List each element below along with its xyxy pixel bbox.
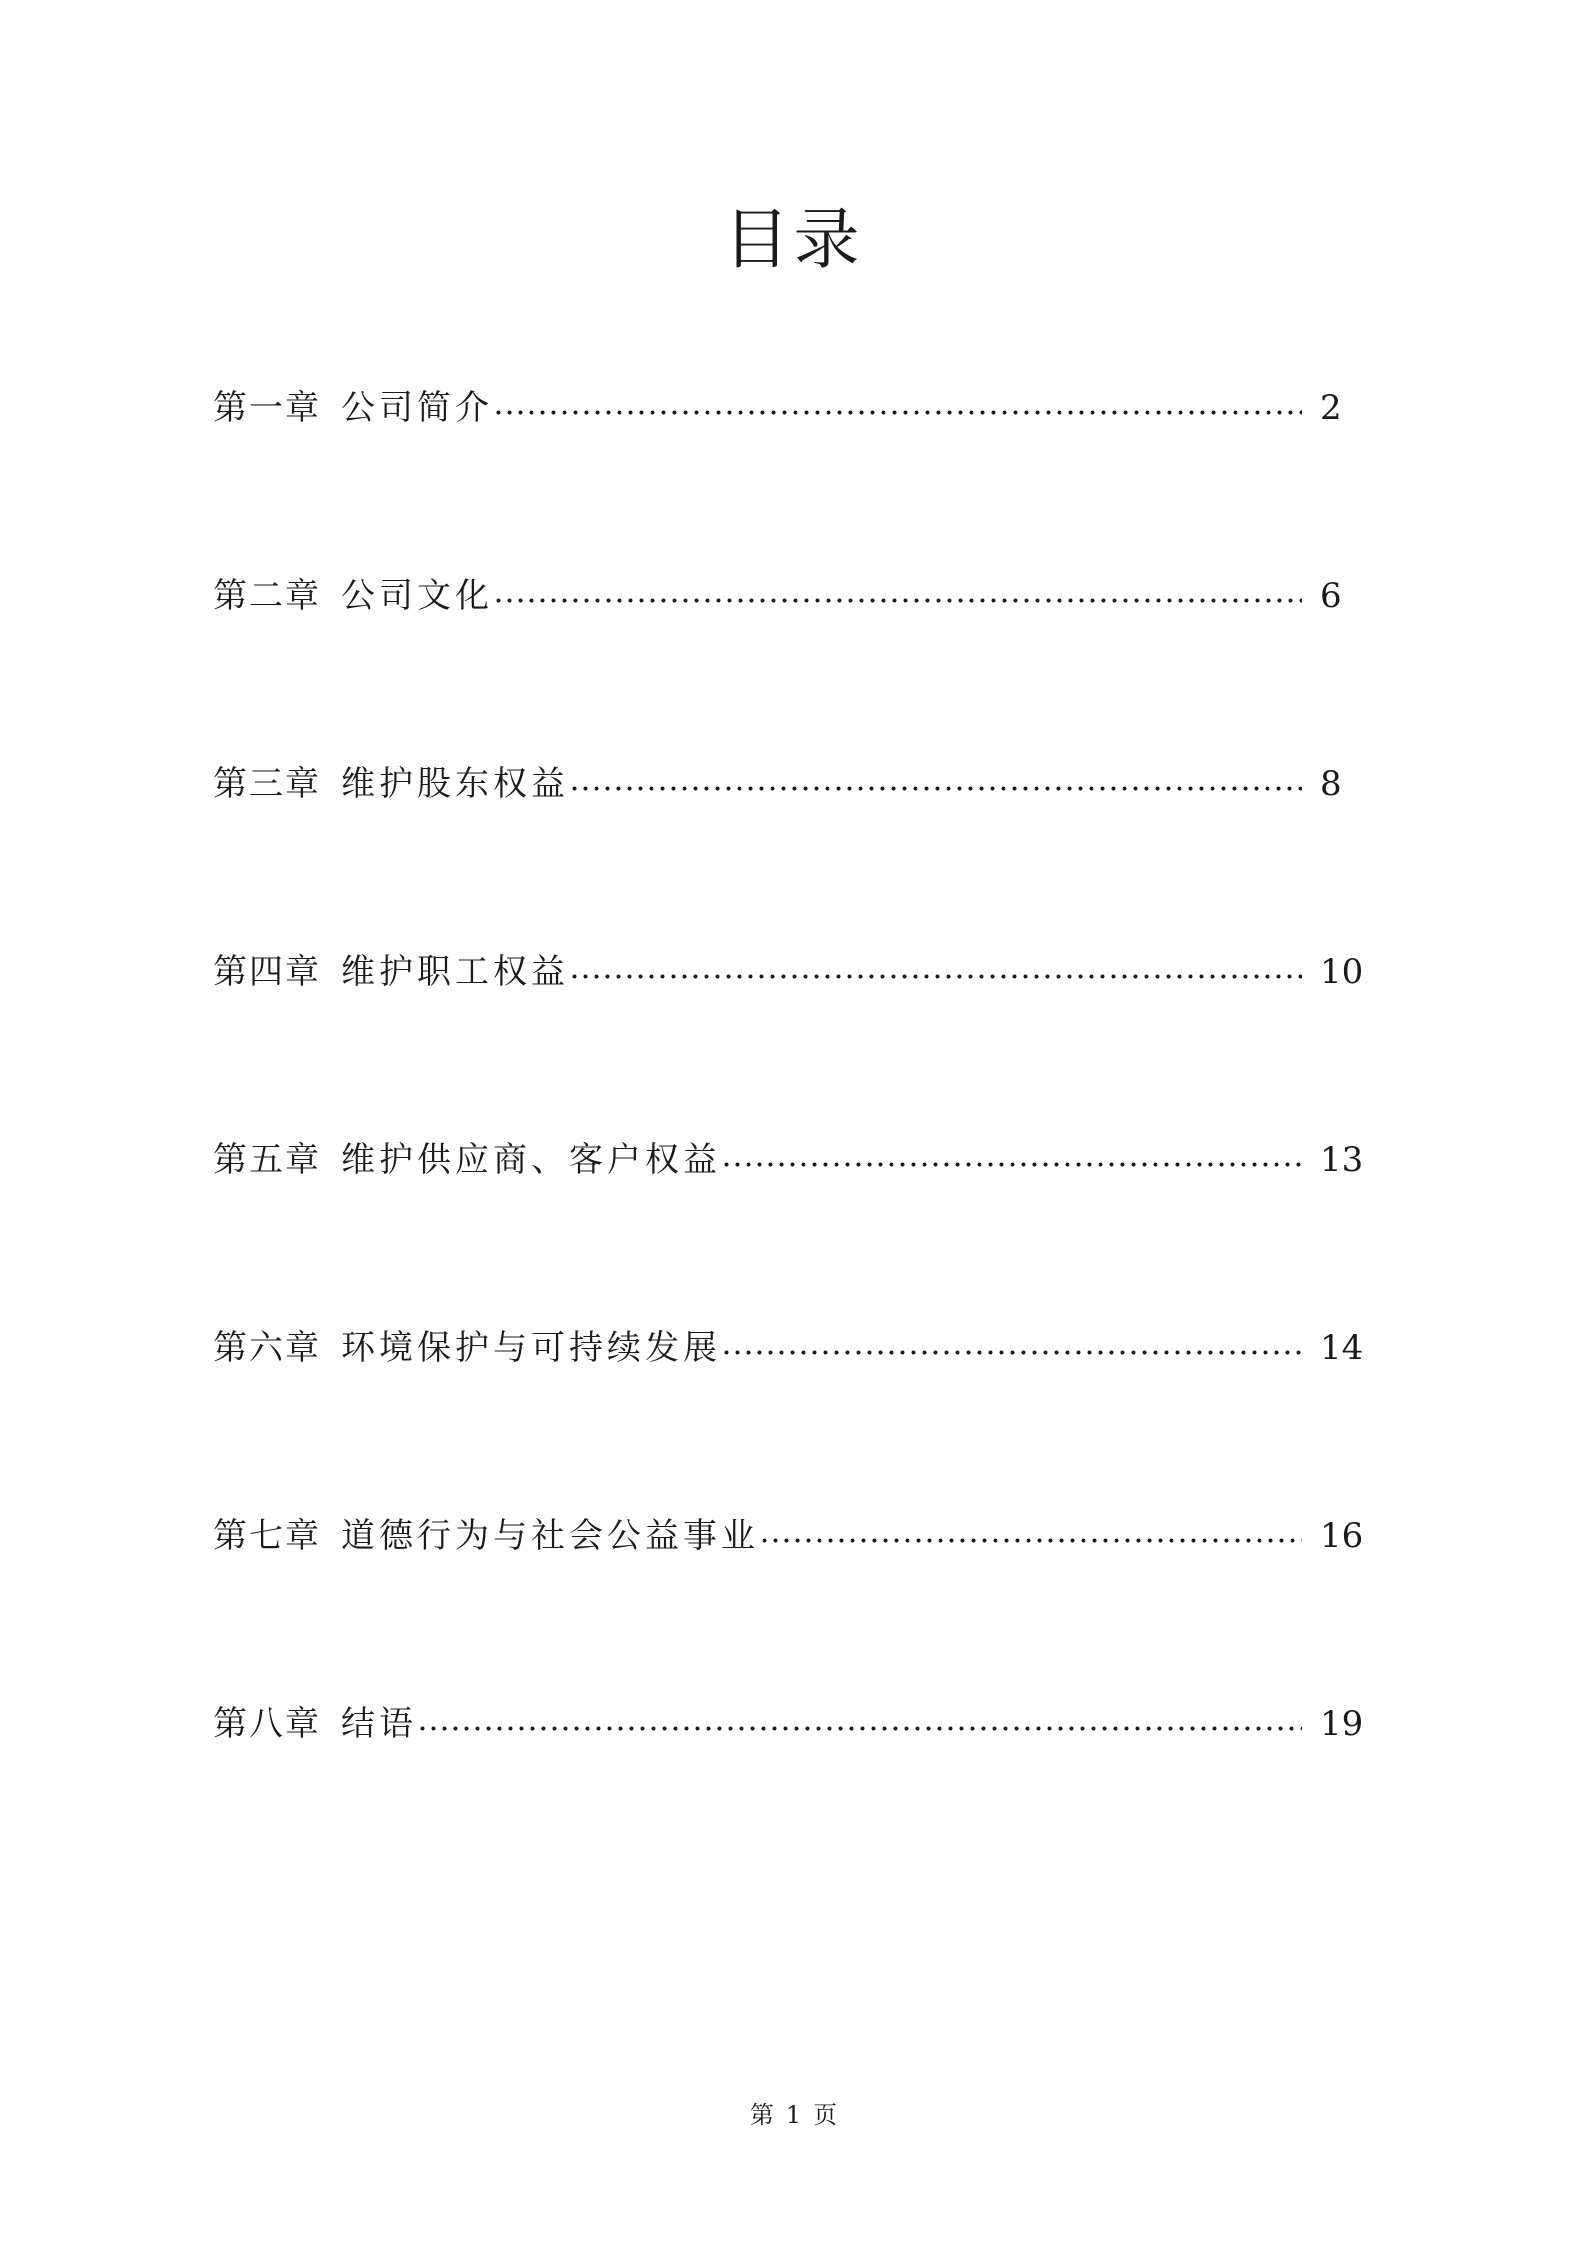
- table-of-contents: [213, 378, 1378, 1882]
- toc-page-number: 19: [1320, 1704, 1364, 1744]
- toc-dot-leader: [721, 1318, 1302, 1378]
- toc-page-number: 2: [1320, 388, 1342, 428]
- toc-dot-leader: [569, 942, 1302, 1002]
- toc-dot-leader: [417, 1694, 1302, 1754]
- toc-entry-title: 维护职工权益: [341, 952, 569, 992]
- toc-chapter-label: 第五章: [213, 1140, 321, 1180]
- toc-chapter-label: 第七章: [213, 1516, 321, 1556]
- toc-entry-title: 环境保护与可持续发展: [341, 1328, 721, 1368]
- toc-page-number: 6: [1320, 576, 1342, 616]
- toc-dot-leader: [721, 1130, 1302, 1190]
- toc-chapter-label: 第六章: [213, 1328, 321, 1368]
- footer-page-number: 1: [785, 2101, 802, 2129]
- toc-entry-title: 维护股东权益: [341, 764, 569, 804]
- toc-entry[interactable]: [213, 754, 1378, 942]
- toc-entry[interactable]: [213, 566, 1378, 754]
- toc-page-number: 10: [1320, 952, 1364, 992]
- toc-entry-title: 道德行为与社会公益事业: [341, 1516, 759, 1556]
- toc-entry[interactable]: [213, 1506, 1378, 1694]
- toc-entry-title: 公司文化: [341, 576, 493, 616]
- toc-entry-title: 维护供应商、客户权益: [341, 1140, 721, 1180]
- page-footer: [0, 2100, 1587, 2130]
- toc-chapter-label: 第四章: [213, 952, 321, 992]
- toc-dot-leader: [493, 378, 1302, 438]
- toc-dot-leader: [759, 1506, 1302, 1566]
- toc-page-number: 13: [1320, 1140, 1364, 1180]
- toc-page-number: 8: [1320, 764, 1342, 804]
- toc-dot-leader: [493, 566, 1302, 626]
- footer-prefix: 第: [749, 2101, 774, 2129]
- page-title: 目录: [723, 201, 864, 278]
- toc-entry[interactable]: [213, 1694, 1378, 1882]
- toc-chapter-label: 第二章: [213, 576, 321, 616]
- toc-entry[interactable]: [213, 942, 1378, 1130]
- toc-entry[interactable]: [213, 378, 1378, 566]
- toc-chapter-label: 第一章: [213, 388, 321, 428]
- toc-page-number: 14: [1320, 1328, 1364, 1368]
- toc-chapter-label: 第八章: [213, 1704, 321, 1744]
- toc-dot-leader: [569, 754, 1302, 814]
- toc-entry[interactable]: [213, 1318, 1378, 1506]
- toc-entry[interactable]: [213, 1130, 1378, 1318]
- toc-chapter-label: 第三章: [213, 764, 321, 804]
- toc-entry-title: 结语: [341, 1704, 417, 1744]
- toc-entry-title: 公司简介: [341, 388, 493, 428]
- footer-suffix: 页: [813, 2101, 838, 2129]
- toc-page-number: 16: [1320, 1516, 1364, 1556]
